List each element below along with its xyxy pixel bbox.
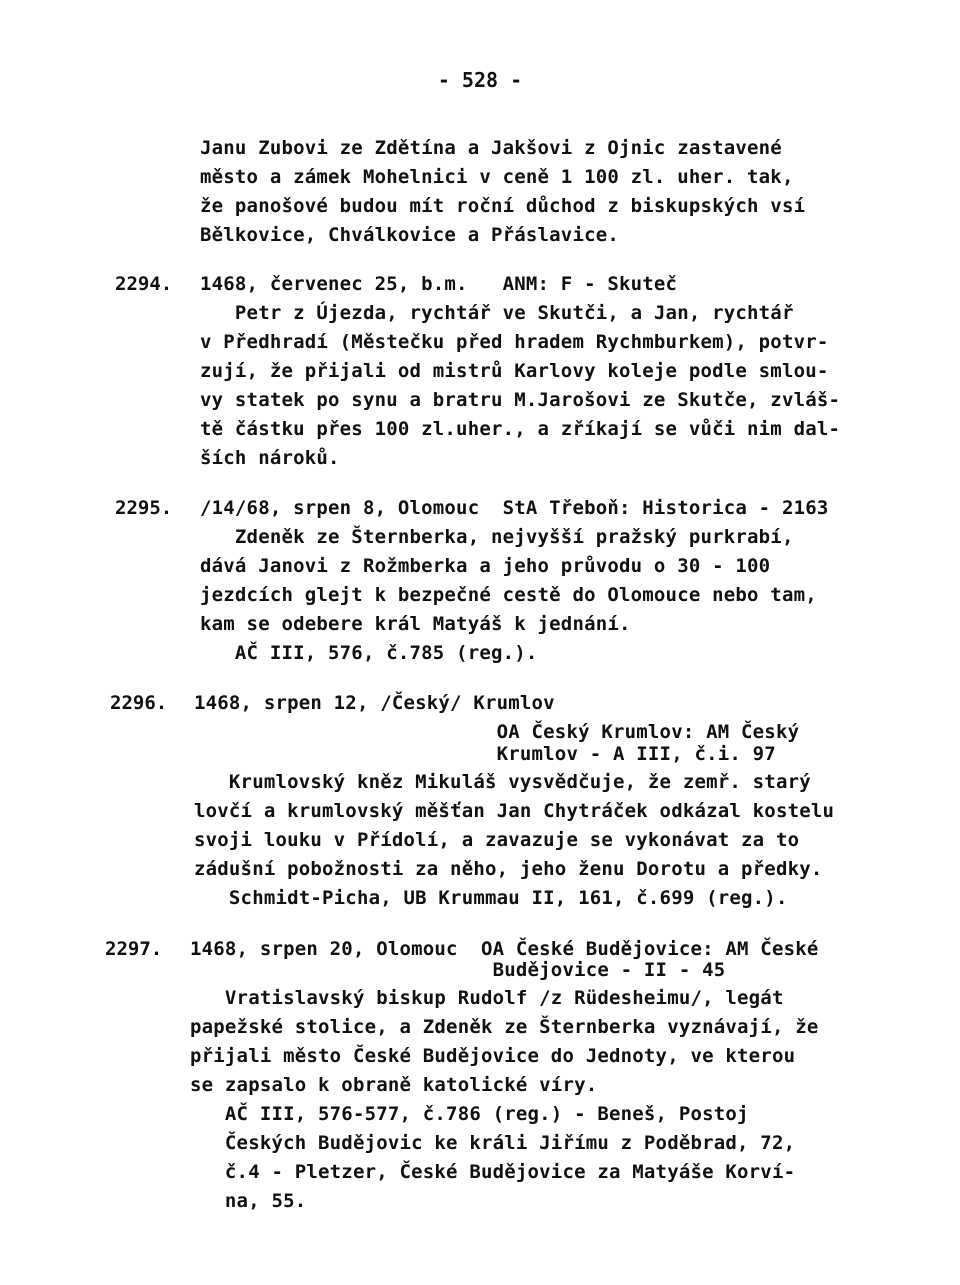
intro-line: město a zámek Mohelnici v ceně 1 100 zl. uher. tak,: [200, 166, 794, 188]
entry-line: jezdcích glejt k bezpečné cestě do Olomouce nebo tam,: [200, 584, 817, 606]
entry-line: č.4 - Pletzer, České Budějovice za Matyáše Korví-: [190, 1161, 796, 1183]
entry-line: kam se odebere král Matyáš k jednání.: [200, 613, 631, 635]
entry-line: Krumlov - A III, č.i. 97: [194, 743, 776, 765]
entry-line: Schmidt-Picha, UB Krummau II, 161, č.699 (reg.).: [194, 887, 788, 909]
entry-line: Zdeněk ze Šternberka, nejvyšší pražský purkrabí,: [200, 526, 794, 548]
entry-line: lovčí a krumlovský měšťan Jan Chytráček odkázal kostelu: [194, 800, 835, 822]
entry-line: 1468, červenec 25, b.m. ANM: F - Skuteč: [200, 273, 678, 295]
entry-number: 2295.: [115, 497, 173, 519]
intro-line: Janu Zubovi ze Zdětína a Jakšovi z Ojnic zastavené: [200, 137, 782, 159]
entry-line: /14/68, srpen 8, Olomouc StA Třeboň: Historica - 2163: [200, 497, 829, 519]
entry-number: 2296.: [110, 692, 168, 714]
entry-line: Vratislavský biskup Rudolf /z Rüdesheimu/, legát: [190, 987, 784, 1009]
entry-line: Budějovice - II - 45: [190, 959, 726, 981]
entry-line: svoji louku v Přídolí, a zavazuje se vykonávat za to: [194, 829, 800, 851]
intro-line: že panošové budou mít roční důchod z biskupských vsí: [200, 195, 806, 217]
entry-line: vy statek po synu a bratru M.Jarošovi ze Skutče, zvláš-: [200, 389, 841, 411]
entry-line: přijali město České Budějovice do Jednoty, ve kterou: [190, 1045, 796, 1067]
entry-line: Krumlovský kněz Mikuláš vysvědčuje, že zemř. starý: [194, 771, 811, 793]
entry-line: 1468, srpen 20, Olomouc OA České Budějovice: AM České: [190, 938, 819, 960]
intro-line: Bělkovice, Chválkovice a Přáslavice.: [200, 224, 620, 246]
entry-line: 1468, srpen 12, /Český/ Krumlov: [194, 692, 555, 714]
entry-line: Českých Budějovic ke králi Jiřímu z Poděbrad, 72,: [190, 1132, 796, 1154]
entry-line: OA Český Krumlov: AM Český: [194, 721, 800, 743]
entry-line: zují, že přijali od mistrů Karlovy koleje podle smlou-: [200, 360, 829, 382]
entry-line: tě částku přes 100 zl.uher., a zříkají se vůči nim dal-: [200, 418, 841, 440]
entry-number: 2294.: [115, 273, 173, 295]
entry-line: se zapsalo k obraně katolické víry.: [190, 1074, 598, 1096]
entry-line: AČ III, 576-577, č.786 (reg.) - Beneš, Postoj: [190, 1103, 749, 1125]
entry-line: na, 55.: [190, 1190, 307, 1212]
entry-line: ších nároků.: [200, 447, 340, 469]
page-number: - 528 -: [437, 68, 523, 92]
entry-line: zádušní pobožnosti za něho, jeho ženu Dorotu a předky.: [194, 858, 823, 880]
entry-line: v Předhradí (Městečku před hradem Rychmburkem), potvr-: [200, 331, 829, 353]
entry-line: AČ III, 576, č.785 (reg.).: [200, 642, 538, 664]
entry-line: papežské stolice, a Zdeněk ze Šternberka vyznávají, že: [190, 1016, 819, 1038]
entry-line: Petr z Újezda, rychtář ve Skutči, a Jan, rychtář: [200, 302, 794, 324]
entry-number: 2297.: [105, 938, 163, 960]
entry-line: dává Janovi z Rožmberka a jeho průvodu o 30 - 100: [200, 555, 771, 577]
